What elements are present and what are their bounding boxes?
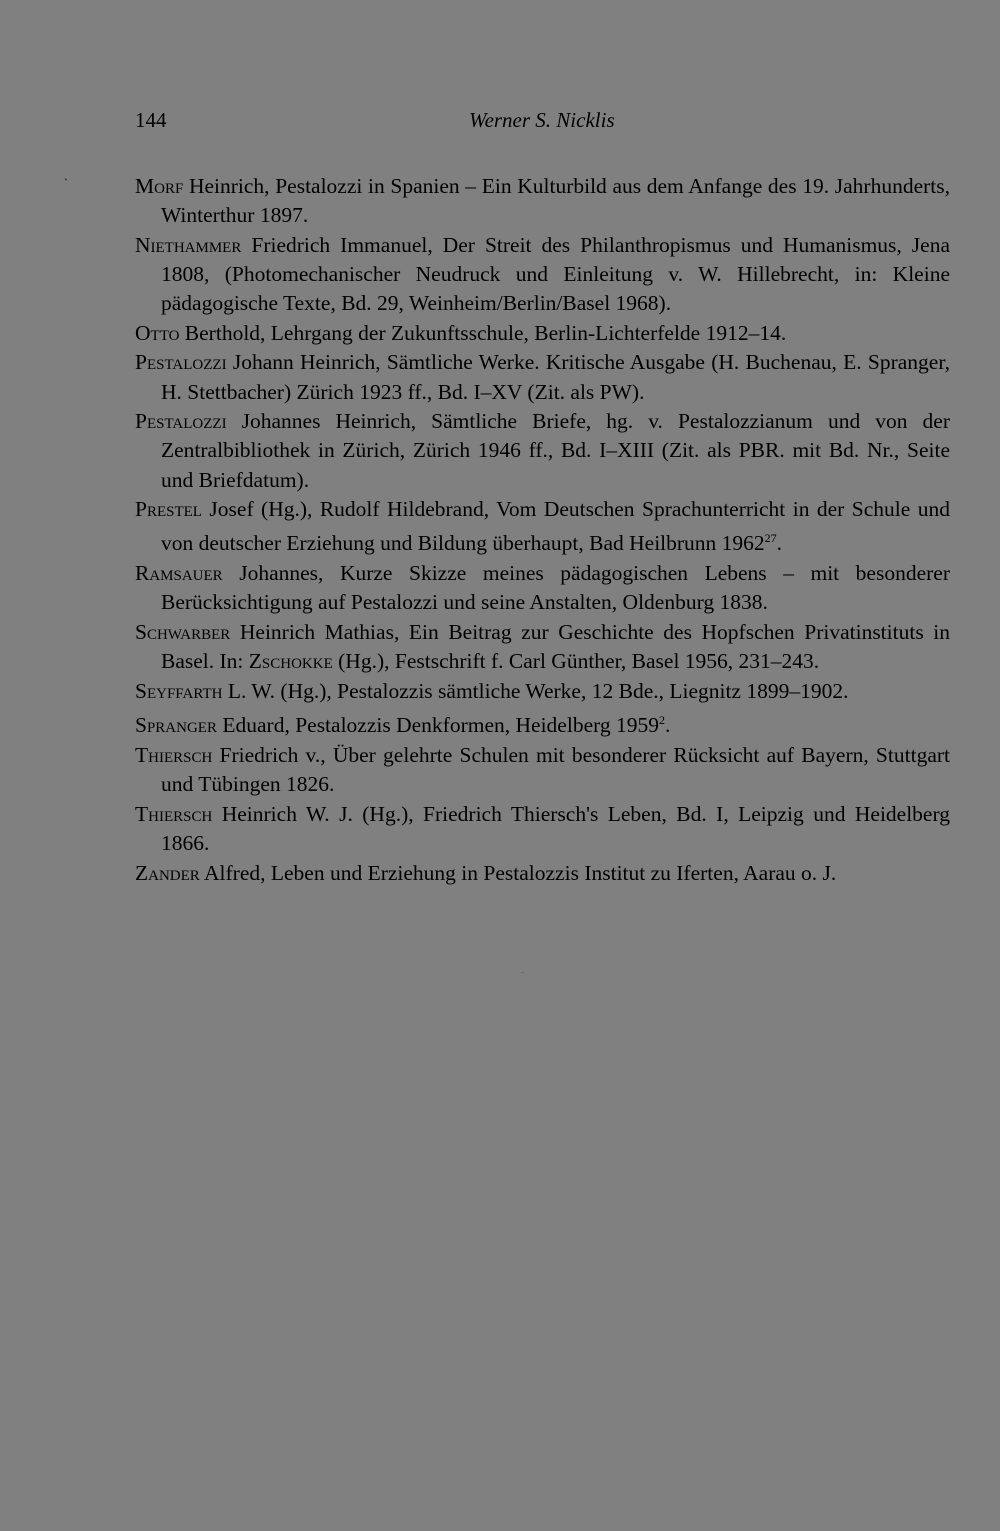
bibliography-entry-seyffarth: [135, 677, 950, 706]
bibliography-entry-niethammer: [135, 231, 950, 319]
bibliography-entry-spranger: [135, 706, 950, 740]
entry-author: Prestel: [135, 497, 202, 522]
bibliography-entry-schwarber: [135, 618, 950, 676]
entry-text: Heinrich Mathias, Ein Beitrag zur Geschichte des Hopfschen Privatinstituts in Basel. In:: [161, 619, 950, 674]
entry-text: Friedrich v., Über gelehrte Schulen mit besonderer Rücksicht auf Bayern, Stuttgart und Tübingen 1826.: [161, 743, 950, 797]
running-head: [135, 108, 950, 138]
bibliography-entry-zander: [135, 859, 950, 888]
page-number: 144: [135, 108, 167, 132]
bibliography-entry-prestel: [135, 495, 950, 559]
entry-text-tail: (Hg.), Festschrift f. Carl Günther, Basel 1956, 231–243.: [332, 649, 820, 674]
edition-superscript: 2: [659, 713, 666, 728]
entry-text: Heinrich W. J. (Hg.), Friedrich Thiersch's Leben, Bd. I, Leipzig und Heidelberg 1866.: [161, 801, 950, 856]
bibliography-entry-ramsauer: [135, 559, 950, 617]
entry-text: L. W. (Hg.), Pestalozzis sämtliche Werke, 12 Bde., Liegnitz 1899–1902.: [222, 678, 849, 703]
bibliography-list: [135, 172, 950, 888]
entry-author: Schwarber: [135, 619, 231, 644]
entry-text: Johannes Heinrich, Sämtliche Briefe, hg. v. Pestalozzianum und von der Zentralbibliothek in Zürich, Zürich 1946 ff., Bd. I–XIII (Zit. als PBR. mit Bd. Nr., Seite und Briefdatum).: [161, 409, 950, 492]
entry-author: Niethammer: [135, 232, 242, 257]
entry-editor: Zschokke: [248, 649, 333, 674]
entry-text: Eduard, Pestalozzis Denkformen, Heidelberg 1959: [216, 713, 660, 738]
bibliography-entry-thiersch-friedrich: [135, 741, 950, 799]
entry-text: Friedrich Immanuel, Der Streit des Philanthropismus und Humanismus, Jena 1808, (Photomechanischer Neudruck und Einleitung v. W. Hillebrecht, in: Kleine pädagogische Texte, Bd. 29, Weinheim/Berlin/Basel 1968).: [161, 232, 950, 316]
stray-mark: `: [64, 176, 68, 190]
entry-text-tail: .: [776, 531, 783, 556]
entry-author: Thiersch: [135, 801, 213, 826]
entry-author: Spranger: [135, 713, 217, 738]
entry-text: Johannes, Kurze Skizze meines pädagogischen Lebens – mit besonderer Berücksichtigung auf Pestalozzi und seine Anstalten, Oldenburg 1838.: [161, 561, 950, 615]
bibliography-entry-pestalozzi-werke: [135, 348, 950, 406]
entry-text: Heinrich, Pestalozzi in Spanien – Ein Kulturbild aus dem Anfange des 19. Jahrhunderts, Winterthur 1897.: [161, 174, 950, 228]
bibliography-entry-otto: [135, 319, 950, 348]
entry-author: Pestalozzi: [135, 350, 227, 375]
entry-author: Thiersch: [135, 743, 213, 768]
running-title: Werner S. Nicklis: [469, 108, 615, 132]
entry-author: Seyffarth: [135, 678, 223, 703]
entry-text: Alfred, Leben und Erziehung in Pestalozzis Institut zu Iferten, Aarau o. J.: [199, 860, 837, 885]
entry-author: Pestalozzi: [135, 409, 227, 434]
entry-author: Morf: [135, 174, 184, 198]
bibliography-entry-thiersch-heinrich: [135, 800, 950, 858]
entry-text: Berthold, Lehrgang der Zukunftsschule, Berlin-Lichterfelde 1912–14.: [179, 320, 787, 345]
entry-text: Johann Heinrich, Sämtliche Werke. Kritische Ausgabe (H. Buchenau, E. Spranger, H. Stettbacher) Zürich 1923 ff., Bd. I–XV (Zit. als PW).: [161, 350, 950, 404]
edition-superscript: 27: [764, 531, 777, 546]
bibliography-entry-morf: [135, 172, 950, 230]
entry-author: Otto: [135, 320, 180, 345]
entry-text-tail: .: [665, 713, 671, 738]
scan-speck: [521, 972, 524, 973]
entry-text: Josef (Hg.), Rudolf Hildebrand, Vom Deutschen Sprachunterricht in der Schule und von deutscher Erziehung und Bildung überhaupt, Bad Heilbrunn 1962: [161, 497, 950, 556]
entry-author: Ramsauer: [135, 561, 223, 586]
entry-author: Zander: [135, 860, 200, 885]
bibliography-entry-pestalozzi-briefe: [135, 407, 950, 495]
